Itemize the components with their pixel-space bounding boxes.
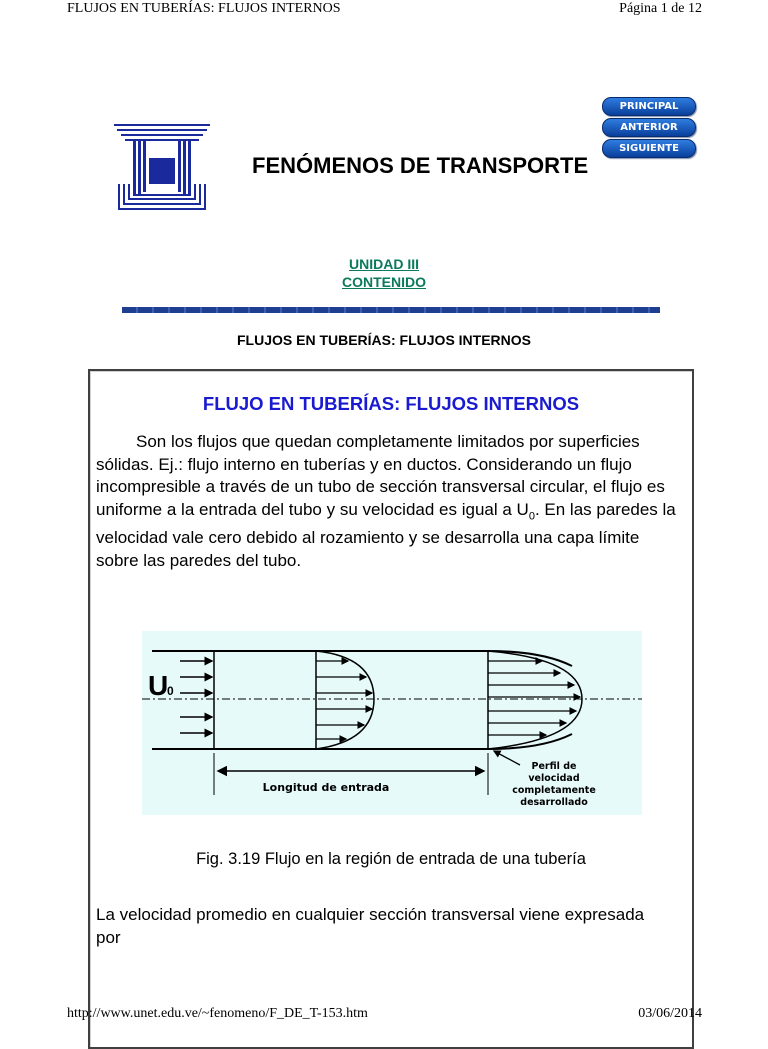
paragraph-text-after: . En las paredes la velocidad vale cero debido al rozamiento y se desarrolla una capa límite sobre las paredes del tubo. [96, 499, 676, 570]
developed-profile [488, 651, 582, 749]
developing-profile [316, 651, 374, 749]
unit-links [0, 255, 768, 291]
siguiente-button[interactable]: SIGUIENTE [602, 139, 696, 158]
average-velocity-paragraph: La velocidad promedio en cualquier sección transversal viene expresada por [96, 905, 645, 947]
uniform-velocity-arrows [180, 661, 212, 733]
u-subscript: 0 [167, 684, 174, 698]
page-footer-date: 03/06/2014 [638, 1006, 702, 1021]
entry-length-label: Longitud de entrada [262, 781, 390, 794]
paragraph-text-before: Son los flujos que quedan completamente limitados por superficies sólidas. Ej.: flujo interno en tuberías y en ductos. Considerando un flujo incompresible a través de un tubo de sección transversal circular, el flujo es uniforme a la entrada del tubo y su velocidad es igual a U [96, 432, 665, 519]
pipe-flow-diagram [142, 631, 642, 815]
unit-link[interactable]: UNIDAD III [349, 256, 419, 272]
intro-paragraph [96, 431, 676, 572]
paragraph-subscript: 0 [528, 509, 535, 522]
u-symbol: U [148, 670, 169, 701]
unet-logo [114, 124, 210, 214]
profile-label-2: velocidad [528, 773, 580, 784]
pipe-walls [152, 651, 572, 749]
divider-bar [122, 307, 660, 313]
contents-link[interactable]: CONTENIDO [342, 274, 426, 290]
section-title: FLUJOS EN TUBERÍAS: FLUJOS INTERNOS [236, 332, 532, 348]
principal-button[interactable]: PRINCIPAL [602, 97, 696, 116]
profile-label-4: desarrollado [520, 797, 588, 808]
figure-caption: Fig. 3.19 Flujo en la región de entrada de una tubería [196, 850, 586, 868]
page-footer-url: http://www.unet.edu.ve/~fenomeno/F_DE_T-153.htm [67, 1006, 368, 1021]
entry-flow-figure [142, 631, 642, 815]
page-header-title: FLUJOS EN TUBERÍAS: FLUJOS INTERNOS [67, 1, 341, 16]
content-heading: FLUJO EN TUBERÍAS: FLUJOS INTERNOS [202, 393, 580, 414]
profile-label-3: completamente [512, 785, 596, 796]
profile-label-1: Perfil de [531, 761, 577, 772]
content-box [88, 369, 694, 1049]
page-number: Página 1 de 12 [619, 1, 702, 16]
anterior-button[interactable]: ANTERIOR [602, 118, 696, 137]
site-title: FENÓMENOS DE TRANSPORTE [252, 153, 589, 178]
